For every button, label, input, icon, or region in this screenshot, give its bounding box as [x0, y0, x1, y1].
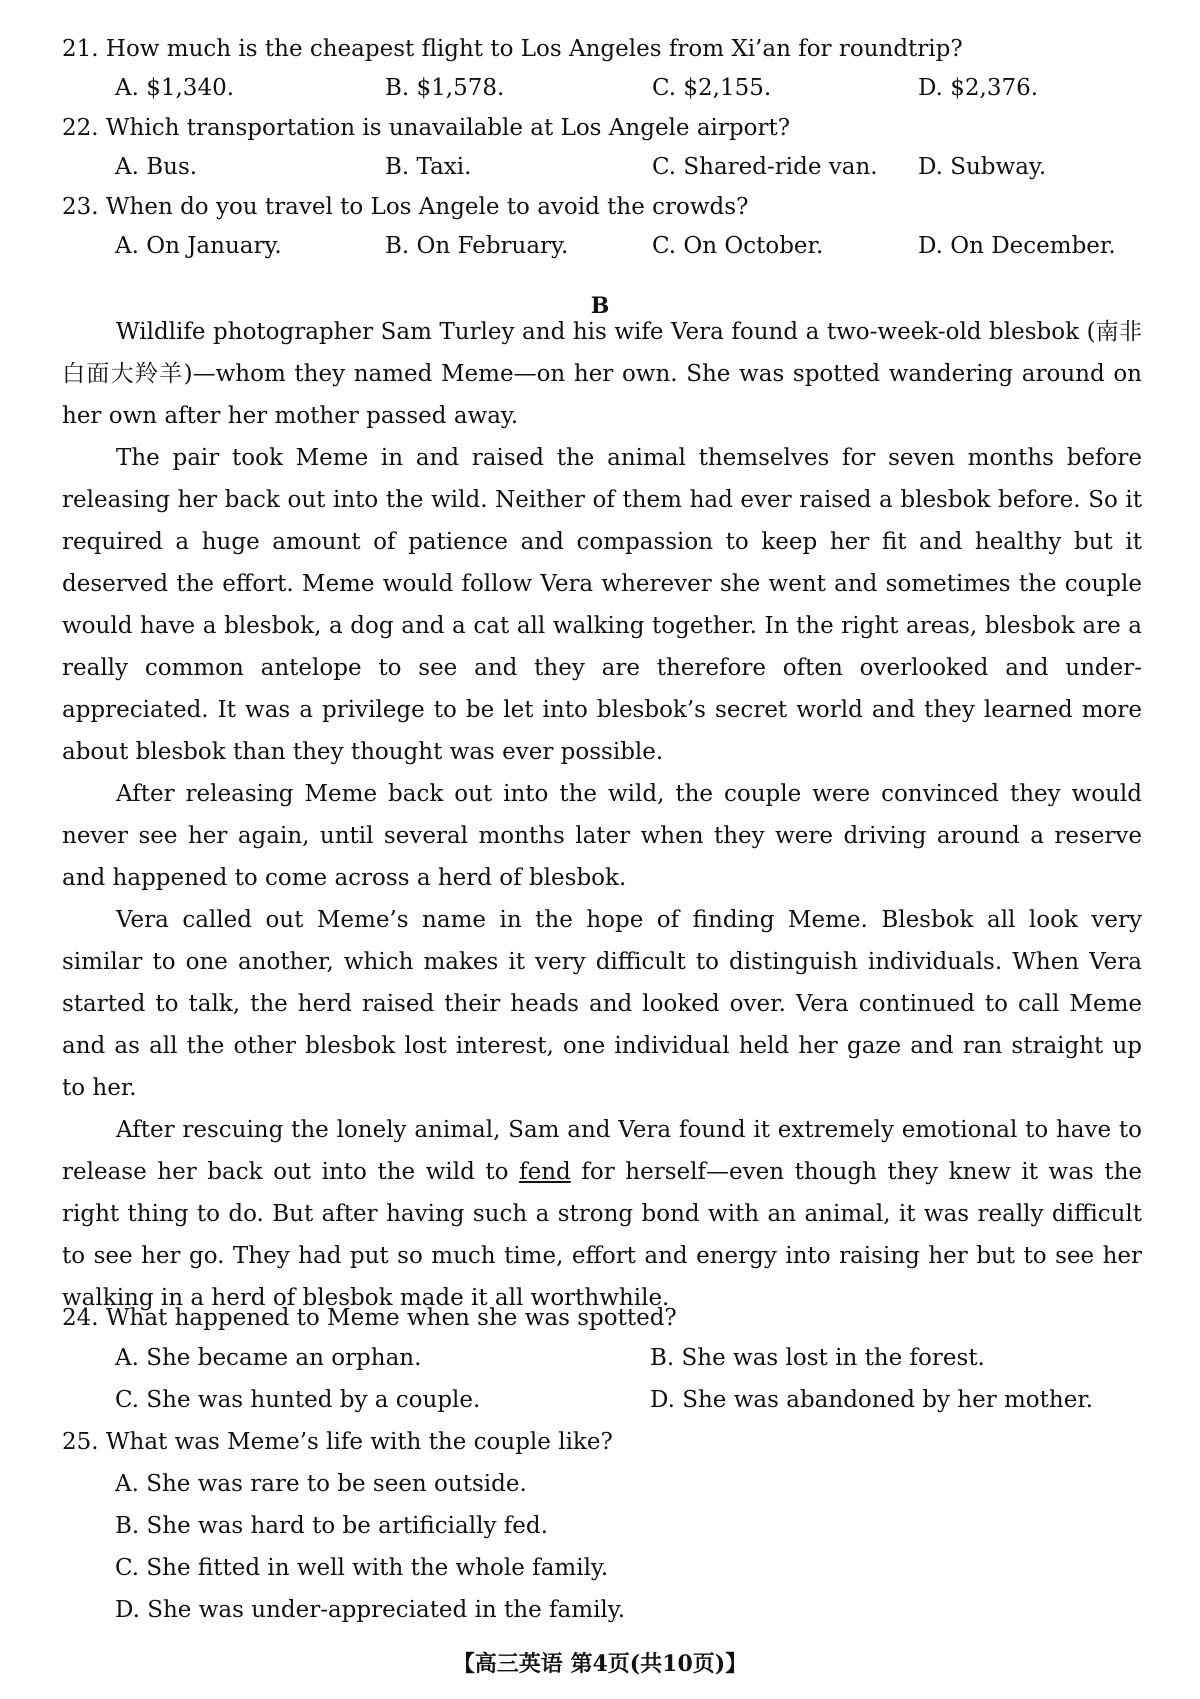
question-23-stem: 23. When do you travel to Los Angele to avoid the crowds? [62, 194, 749, 220]
passage-paragraph-4: Vera called out Meme’s name in the hope of finding Meme. Blesbok all look very similar to one another, which makes it very difficult to distinguish individuals. When Vera started to talk, the herd raised their heads and looked over. Vera continued to call Meme and as all the other blesbok lost interest, one individual held her gaze and ran straight up to her. [62, 907, 1142, 1101]
question-23-option-d: D. On December. [918, 233, 1116, 259]
page-footer: 【高三英语 第4页(共10页)】 [452, 1651, 748, 1677]
question-24-option-d: D. She was abandoned by her mother. [650, 1387, 1094, 1413]
question-21-option-c: C. $2,155. [652, 75, 772, 101]
question-23-option-c: C. On October. [652, 233, 824, 259]
section-heading: B [590, 293, 610, 319]
question-24-option-a: A. She became an orphan. [115, 1345, 422, 1371]
question-21-option-d: D. $2,376. [918, 75, 1039, 101]
question-25-option-c: C. She fitted in well with the whole family. [115, 1555, 609, 1581]
question-25-stem: 25. What was Meme’s life with the couple like? [62, 1429, 613, 1455]
question-22-option-c: C. Shared-ride van. [652, 154, 878, 180]
question-24-option-b: B. She was lost in the forest. [650, 1345, 985, 1371]
paragraph-5-text-end: for herself—even though they knew it was the right thing to do. But after having such a strong bond with an animal, it was really difficult to see her go. They had put so much time, effort and energy into raising her but to see her walking in a herd of blesbok made it all worthwhile. [62, 1159, 1142, 1311]
question-25-option-b: B. She was hard to be artificially fed. [115, 1513, 548, 1539]
paragraph-5-text-start: After rescuing the lonely animal, Sam and Vera found it extremely emotional to have to release her back out into the wild to [62, 1117, 1142, 1185]
question-21-option-b: B. $1,578. [385, 75, 505, 101]
question-23-option-b: B. On February. [385, 233, 569, 259]
question-22-stem: 22. Which transportation is unavailable at Los Angele airport? [62, 115, 791, 141]
passage-paragraph-3: After releasing Meme back out into the wild, the couple were convinced they would never see her again, until several months later when they were driving around a reserve and happened to come across a herd of blesbok. [62, 781, 1142, 891]
question-22-option-d: D. Subway. [918, 154, 1047, 180]
question-21-option-a: A. $1,340. [115, 75, 235, 101]
question-22-option-b: B. Taxi. [385, 154, 472, 180]
underlined-word: fend [519, 1159, 571, 1185]
question-23-option-a: A. On January. [115, 233, 282, 259]
passage-paragraph-5 [62, 1109, 1142, 1319]
passage-paragraph-2: The pair took Meme in and raised the animal themselves for seven months before releasing her back out into the wild. Neither of them had ever raised a blesbok before. So it required a huge amount of patience and compassion to keep her fit and healthy but it deserved the effort. Meme would follow Vera wherever she went and sometimes the couple would have a blesbok, a dog and a cat all walking together. In the right areas, blesbok are a really common antelope to see and they are therefore often overlooked and under-appreciated. It was a privilege to be let into blesbok’s secret world and they learned more about blesbok than they thought was ever possible. [62, 445, 1142, 765]
reading-passage [62, 311, 1142, 1319]
question-25-option-d: D. She was under-appreciated in the family. [115, 1597, 626, 1623]
question-24-option-c: C. She was hunted by a couple. [115, 1387, 481, 1413]
question-21-stem: 21. How much is the cheapest flight to Los Angeles from Xi’an for roundtrip? [62, 36, 963, 62]
passage-paragraph-1: Wildlife photographer Sam Turley and his wife Vera found a two-week-old blesbok (南非白面大羚羊)—whom they named Meme—on her own. She was spotted wandering around on her own after her mother passed away. [62, 319, 1142, 429]
question-24-stem: 24. What happened to Meme when she was spotted? [62, 1305, 677, 1331]
question-22-option-a: A. Bus. [115, 154, 198, 180]
question-25-option-a: A. She was rare to be seen outside. [115, 1471, 527, 1497]
